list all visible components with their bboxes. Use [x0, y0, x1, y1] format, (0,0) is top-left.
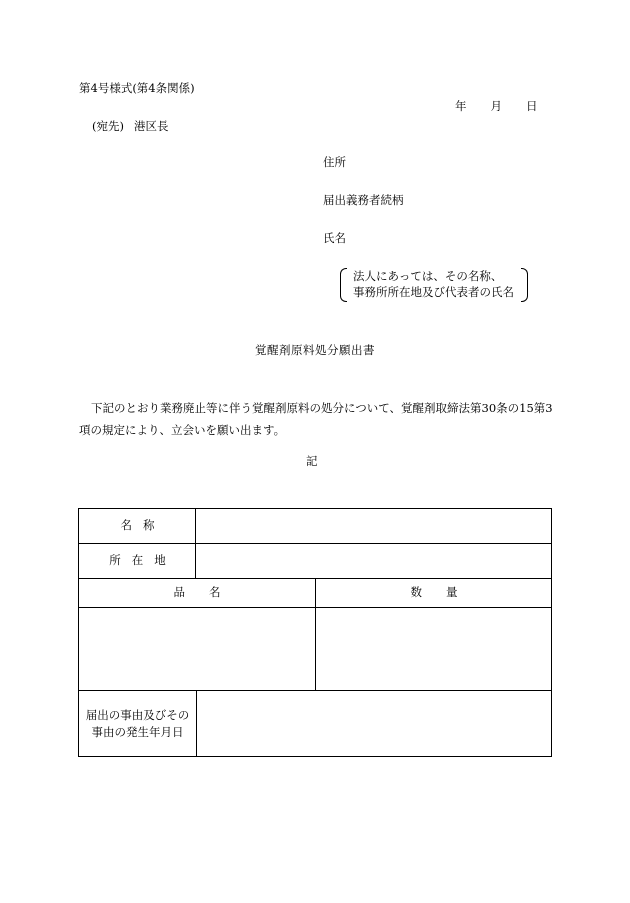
corporation-note-line2: 事務所所在地及び代表者の氏名 — [353, 285, 514, 299]
corporation-note — [340, 268, 528, 302]
date-month-label: 月 — [490, 99, 502, 113]
addressee-prefix: (宛先) — [92, 119, 124, 133]
location-field[interactable] — [196, 544, 551, 578]
item-name-field[interactable] — [79, 608, 315, 690]
applicant-duty-label: 届出義務者続柄 — [323, 193, 404, 207]
ki-mark: 記 — [306, 454, 318, 468]
reason-label-line1: 届出の事由及びその — [85, 708, 190, 722]
date-day-label: 日 — [526, 99, 538, 113]
reason-label-line2: 事由の発生年月日 — [91, 725, 184, 739]
corporation-note-line1: 法人にあっては、その名称、 — [353, 269, 503, 283]
location-label: 所在地 — [109, 553, 177, 567]
applicant-name-label: 氏名 — [323, 231, 346, 245]
left-bracket — [340, 268, 347, 302]
body-text: 下記のとおり業務廃止等に伴う覚醒剤原料の処分について、覚醒剤取締法第30条の15第3項の規定により、立会いを願い出ます。 — [79, 401, 553, 437]
addressee-name: 港区長 — [133, 119, 169, 133]
item-name-header: 品名 — [173, 585, 245, 599]
date-line — [455, 101, 538, 113]
addressee — [92, 121, 168, 133]
name-label: 名称 — [120, 518, 166, 532]
quantity-header: 数量 — [410, 585, 482, 599]
form-number: 第4号様式(第4条関係) — [79, 81, 195, 95]
document-title: 覚醒剤原料処分願出書 — [255, 343, 375, 357]
applicant-address-label: 住所 — [323, 155, 346, 169]
date-year-label: 年 — [455, 99, 467, 113]
quantity-field[interactable] — [316, 608, 551, 690]
right-bracket — [521, 268, 528, 302]
form-table — [78, 508, 552, 757]
name-field[interactable] — [196, 509, 551, 543]
reason-field[interactable] — [197, 691, 551, 757]
